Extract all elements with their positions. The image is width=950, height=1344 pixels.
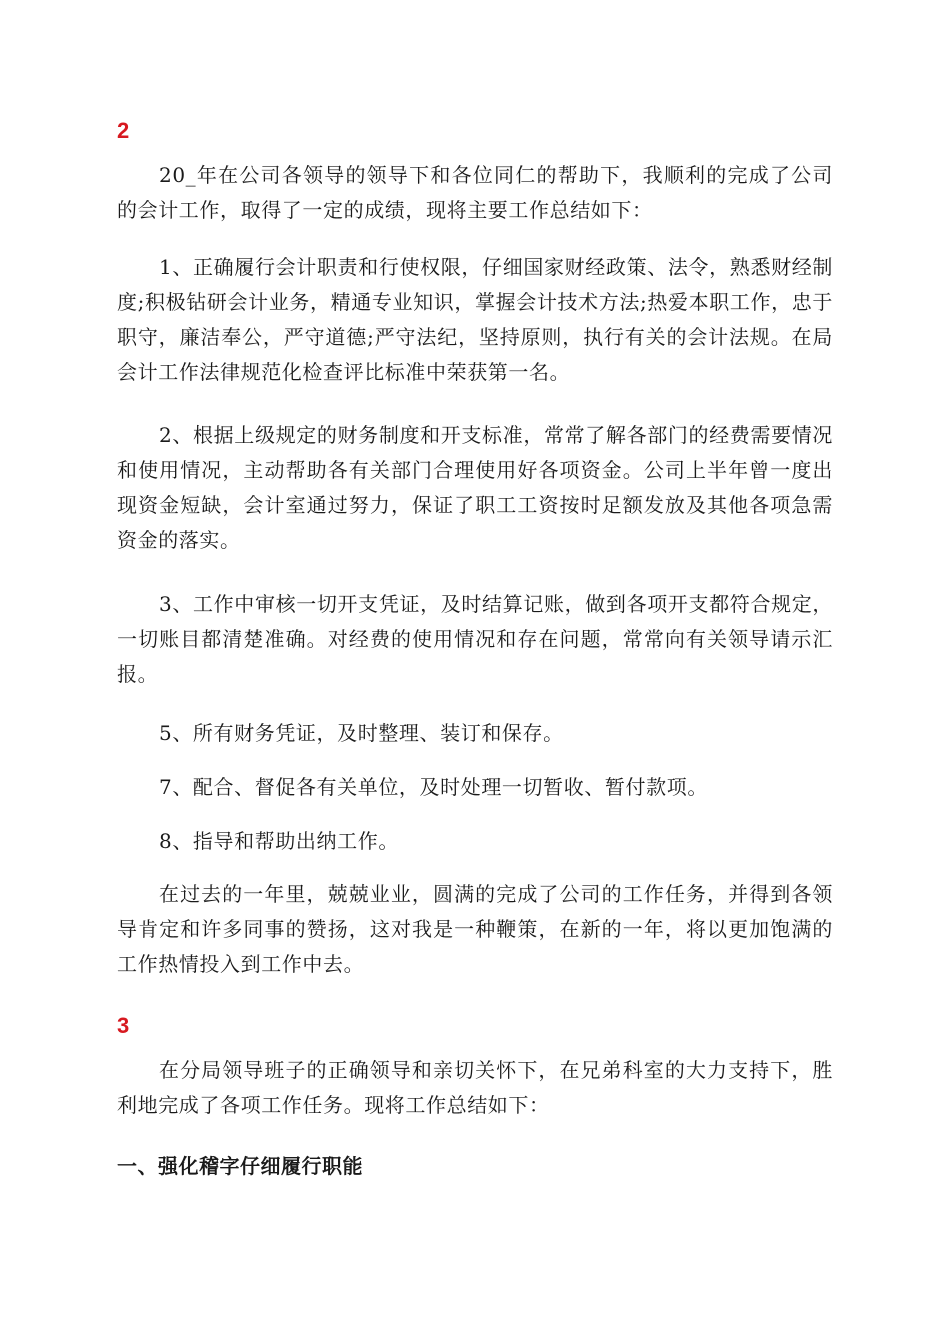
section2-item-8: 8、指导和帮助出纳工作。 bbox=[159, 829, 399, 853]
section2-item-3: 3、工作中审核一切开支凭证，及时结算记账，做到各项开支都符合规定，一切账目都清楚准确。对经费的使用情况和存在问题，常常向有关领导请示汇报。 bbox=[117, 592, 833, 686]
section2-item-5: 5、所有财务凭证，及时整理、装订和保存。 bbox=[159, 721, 564, 745]
section2-item-7: 7、配合、督促各有关单位，及时处理一切暂收、暂付款项。 bbox=[159, 775, 708, 799]
section-number-3: 3 bbox=[117, 1013, 130, 1038]
section3-intro-paragraph: 在分局领导班子的正确领导和亲切关怀下，在兄弟科室的大力支持下，胜利地完成了各项工作任务。现将工作总结如下： bbox=[117, 1058, 833, 1117]
section3-heading: 一、强化稽字仔细履行职能 bbox=[117, 1154, 363, 1178]
section2-item-2: 2、根据上级规定的财务制度和开支标准，常常了解各部门的经费需要情况和使用情况，主动帮助各有关部门合理使用好各项资金。公司上半年曾一度出现资金短缺，会计室通过努力，保证了职工工资按时足额发放及其他各项急需资金的落实。 bbox=[117, 423, 833, 552]
section-number-2: 2 bbox=[117, 118, 130, 143]
section2-item-1: 1、正确履行会计职责和行使权限，仔细国家财经政策、法令，熟悉财经制度;积极钻研会计业务，精通专业知识，掌握会计技术方法;热爱本职工作，忠于职守，廉洁奉公，严守道德;严守法纪，坚持原则，执行有关的会计法规。在局会计工作法律规范化检查评比标准中荣获第一名。 bbox=[117, 255, 833, 384]
section2-conclusion-paragraph: 在过去的一年里，兢兢业业，圆满的完成了公司的工作任务，并得到各领导肯定和许多同事的赞扬，这对我是一种鞭策，在新的一年，将以更加饱满的工作热情投入到工作中去。 bbox=[117, 882, 833, 976]
section2-intro-paragraph: 20_年在公司各领导的领导下和各位同仁的帮助下，我顺利的完成了公司的会计工作，取得了一定的成绩，现将主要工作总结如下： bbox=[117, 163, 833, 222]
